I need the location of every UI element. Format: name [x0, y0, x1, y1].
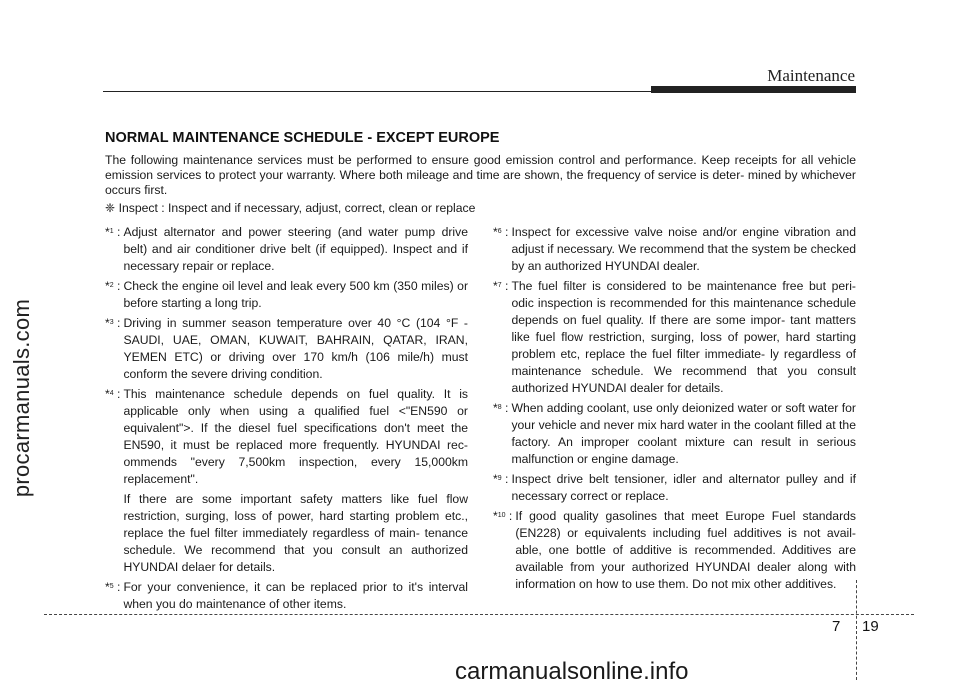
footnote-3: [105, 315, 468, 383]
footnote-4-continuation: If there are some important safety matters like fuel flow restriction, surging, loss of power, hard starting problem etc., replace the fuel filter immediately regardless of main- tenance schedule. We recommend that you consult an authorized HYUNDAI delaer for details.: [123, 492, 468, 574]
page-number: 19: [862, 618, 879, 635]
footnote-marker: *$^7$ :: [493, 279, 509, 293]
header-rule-thick: [651, 86, 856, 93]
content-area: [105, 130, 856, 616]
footnote-5: [105, 579, 468, 613]
footer-dashed-rule: [44, 614, 914, 615]
footnote-text: Inspect drive belt tensioner, idler and alternator pulley and if necessary correct or replace.: [511, 472, 856, 503]
footnote-text: Inspect for excessive valve noise and/or engine vibration and adjust if necessary. We recommend that the system be checked by an authorized HYUNDAI dealer.: [511, 225, 856, 273]
footnote-marker: *$^1$ :: [105, 225, 121, 239]
footnote-text: For your convenience, it can be replaced prior to it's interval when you do maintenance of other items.: [123, 580, 468, 611]
footer-vertical-divider: [856, 580, 857, 680]
schedule-heading: NORMAL MAINTENANCE SCHEDULE - EXCEPT EUROPE: [105, 130, 500, 146]
inspect-legend: ❈ Inspect : Inspect and if necessary, adjust, correct, clean or replace: [105, 201, 476, 215]
bottom-watermark: carmanualsonline.info: [455, 658, 689, 685]
side-watermark: procarmanuals.com: [9, 298, 34, 498]
footnote-10: [493, 508, 856, 593]
chapter-number: 7: [832, 618, 841, 635]
footnote-marker: *$^8$ :: [493, 401, 509, 415]
footnote-6: [493, 224, 856, 275]
footnote-4: [105, 386, 468, 576]
footnote-marker: *$^5$ :: [105, 580, 121, 594]
footnote-text: When adding coolant, use only deionized water or soft water for your vehicle and never mix hard water in the coolant filled at the factory. An improper coolant mixture can result in serious malfunction or engine damage.: [511, 401, 856, 466]
footnote-text: If good quality gasolines that meet Europe Fuel standards (EN228) or equivalents including fuel additives is not avail- able, one bottle of additive is recommended. Additives are available from your authorized HYUNDAI dealer along with information on how to use them. Do not mix other additives.: [515, 509, 856, 591]
footnote-marker: *$^4$ :: [105, 387, 121, 401]
footnote-text: The fuel filter is considered to be maintenance free but peri- odic inspection is recommended for this maintenance schedule depends on fuel quality. If there are some impor- tant matters like fuel flow restriction, surging, loss of power, hard starting problem etc, replace the fuel filter immediate- ly regardless of maintenance schedule. We recommend that you consult authorized HYUNDAI dealer for details.: [511, 279, 856, 395]
footnote-text: Check the engine oil level and leak every 500 km (350 miles) or before starting a long trip.: [123, 279, 468, 310]
footnote-marker: *$^{10}$ :: [493, 509, 513, 523]
footnote-text: Driving in summer season temperature over 40 °C (104 °F - SAUDI, UAE, OMAN, KUWAIT, BAHRAIN, QATAR, IRAN, YEMEN ETC) or driving over 170 km/h (106 mile/h) must conform the severe driving condition.: [123, 316, 468, 381]
header-rule-thin: [103, 91, 651, 92]
footnote-text: This maintenance schedule depends on fuel quality. It is applicable only when using a qualified fuel <"EN590 or equivalent">. If the diesel fuel specifications don't meet the EN590, it must be replaced more frequently. HYUNDAI rec- ommends "every 7,500km inspection, every 15,000km replacement". If there are some important safety matters like fuel flow restriction, surging, loss of power, hard starting problem etc., replace the fuel filter immediately regardless of main- tenance schedule. We recommend that you consult an authorized HYUNDAI delaer for details.: [123, 387, 468, 574]
section-header-title: Maintenance: [767, 66, 855, 85]
footnote-marker: *$^2$ :: [105, 279, 121, 293]
notes-left-column: [105, 224, 468, 616]
footnote-1: [105, 224, 468, 275]
notes-right-column: [493, 224, 856, 616]
footnote-7: [493, 278, 856, 397]
footnote-9: [493, 471, 856, 505]
footnote-marker: *$^3$ :: [105, 316, 121, 330]
notes-columns: [105, 224, 856, 616]
footnote-text: Adjust alternator and power steering (and water pump drive belt) and air conditioner drive belt (if equipped). Inspect and if necessary repair or replace.: [123, 225, 468, 273]
footnote-2: [105, 278, 468, 312]
footnote-8: [493, 400, 856, 468]
footnote-marker: *$^9$ :: [493, 472, 509, 486]
footnote-marker: *$^6$ :: [493, 225, 509, 239]
intro-paragraph: The following maintenance services must be performed to ensure good emission control and performance. Keep receipts for all vehicle emission services to protect your warranty. Where both mileage and time are shown, the frequency of service is deter- mined by whichever occurs first.: [105, 153, 856, 197]
